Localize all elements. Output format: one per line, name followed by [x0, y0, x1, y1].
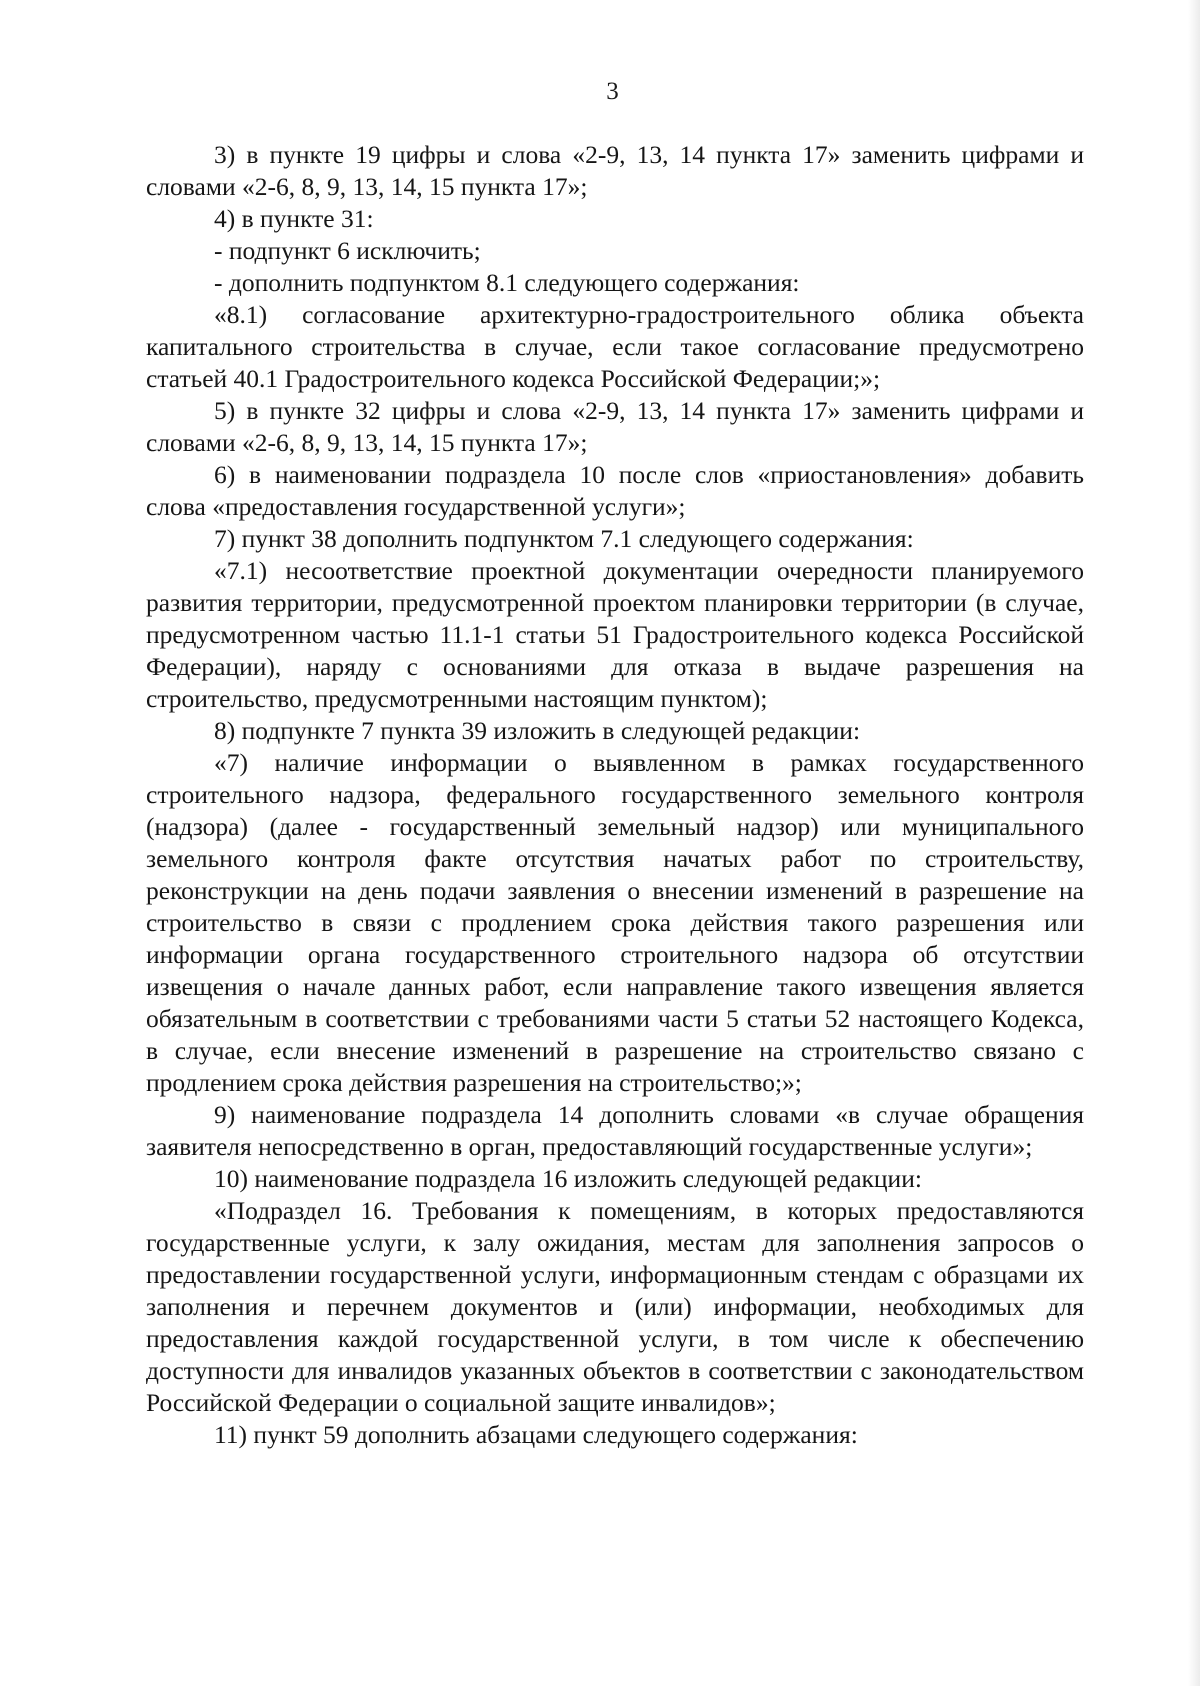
paragraph-item-10: 10) наименование подраздела 16 изложить следующей редакции: [214, 1164, 922, 1193]
paragraph-quote-7-1: «7.1) несоответствие проектной документации очередности планируемого развития территории, предусмотренной проектом планировки территории (в случае, предусмотренном частью 11.1-1 статьи 51 Градостроительного кодекса Российской Федерации), наряду с основаниями для отказа в выдаче разрешения на строительство, предусмотренными настоящим пунктом); [146, 556, 1084, 713]
paragraph-item-3: 3) в пункте 19 цифры и слова «2-9, 13, 14 пункта 17» заменить цифрами и словами «2-6, 8, 9, 13, 14, 15 пункта 17»; [146, 140, 1084, 201]
paragraph-subitem-add: - дополнить подпунктом 8.1 следующего содержания: [214, 268, 800, 297]
paragraph-subitem-exclude: - подпункт 6 исключить; [214, 236, 481, 265]
page-edge-shadow [1188, 0, 1200, 1686]
paragraph-item-4: 4) в пункте 31: [214, 204, 374, 233]
paragraph-item-8: 8) подпункте 7 пункта 39 изложить в следующей редакции: [214, 716, 861, 745]
paragraph-quote-7: «7) наличие информации о выявленном в рамках государственного строительного надзора, федерального государственного земельного контроля (надзора) (далее - государственный земельный надзор) или муниципального земельного контроля факте отсутствия начатых работ по строительству, реконструкции на день подачи заявления о внесении изменений в разрешение на строительство в связи с продлением срока действия такого разрешения или информации органа государственного строительного надзора об отсутствии извещения о начале данных работ, если направление такого извещения является обязательным в соответствии с требованиями части 5 статьи 52 настоящего Кодекса, в случае, если внесение изменений в разрешение на строительство связано с продлением срока действия разрешения на строительство;»; [146, 748, 1084, 1097]
paragraph-quote-8-1: «8.1) согласование архитектурно-градостроительного облика объекта капитального строительства в случае, если такое согласование предусмотрено статьей 40.1 Градостроительного кодекса Российской Федерации;»; [146, 300, 1084, 393]
paragraph-item-11: 11) пункт 59 дополнить абзацами следующего содержания: [214, 1420, 858, 1449]
document-body [146, 139, 1084, 1451]
paragraph-item-7: 7) пункт 38 дополнить подпунктом 7.1 следующего содержания: [214, 524, 914, 553]
paragraph-item-9: 9) наименование подраздела 14 дополнить словами «в случае обращения заявителя непосредственно в орган, предоставляющий государственные услуги»; [146, 1100, 1084, 1161]
paragraph-item-6: 6) в наименовании подраздела 10 после слов «приостановления» добавить слова «предоставления государственной услуги»; [146, 460, 1084, 521]
paragraph-quote-subsection-16: «Подраздел 16. Требования к помещениям, в которых предоставляются государственные услуги, к залу ожидания, местам для заполнения запросов о предоставлении государственной услуги, информационным стендам с образцами их заполнения и перечнем документов и (или) информации, необходимых для предоставления каждой государственной услуги, в том числе к обеспечению доступности для инвалидов указанных объектов в соответствии с законодательством Российской Федерации о социальной защите инвалидов»; [146, 1196, 1084, 1417]
page-number: 3 [606, 78, 619, 105]
paragraph-item-5: 5) в пункте 32 цифры и слова «2-9, 13, 14 пункта 17» заменить цифрами и словами «2-6, 8, 9, 13, 14, 15 пункта 17»; [146, 396, 1084, 457]
